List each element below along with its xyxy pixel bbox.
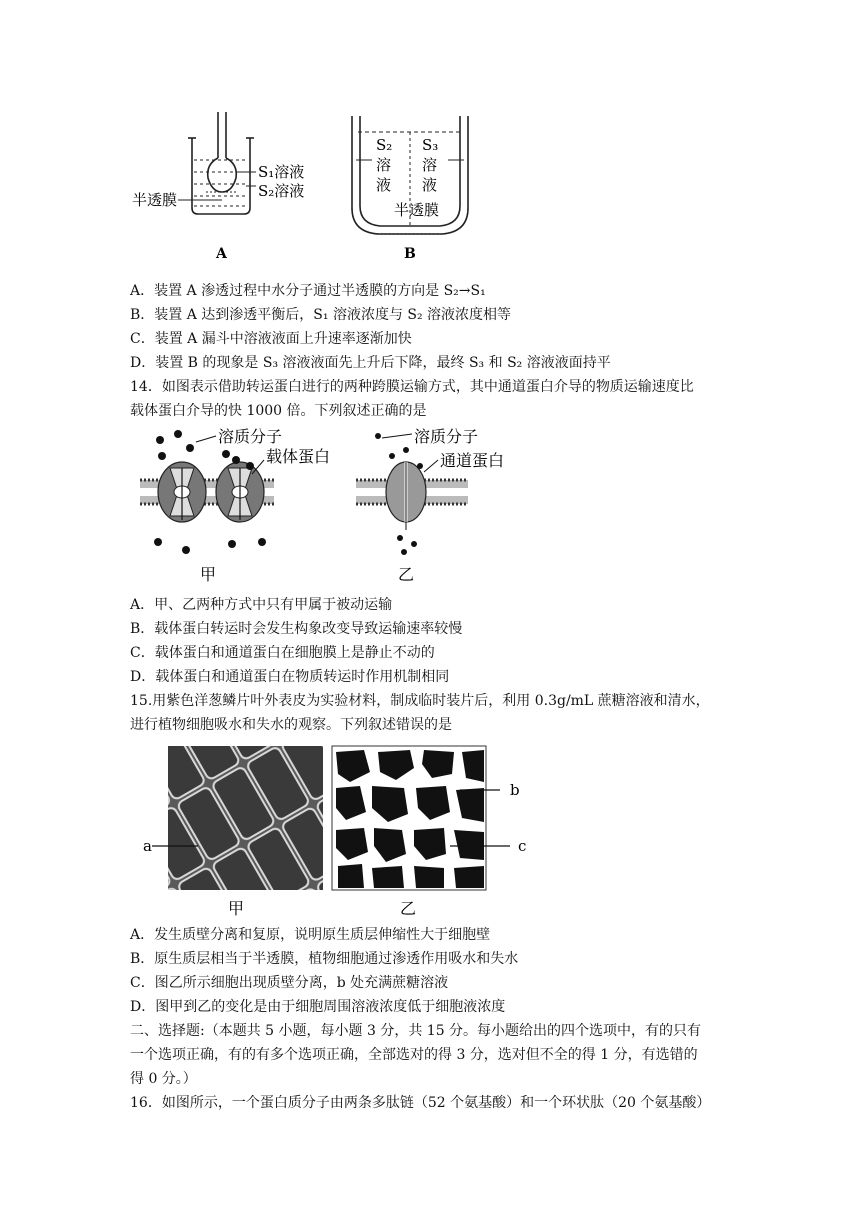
figure-transport-proteins [0, 420, 860, 590]
q14-stem-line2: 载体蛋白介导的快 1000 倍。下列叙述正确的是 [130, 403, 427, 419]
device-a-membrane-label: 半透膜 [132, 191, 178, 209]
device-a [178, 112, 256, 214]
micrograph-yi [332, 746, 486, 890]
q14-option-d: D．载体蛋白和通道蛋白在物质转运时作用机制相同 [130, 669, 450, 685]
q14-option-b: B．载体蛋白转运时会发生构象改变导致运输速率较慢 [130, 621, 463, 637]
yi-channel-label: 通道蛋白 [440, 451, 505, 470]
device-a-s1-label: S₁溶液 [258, 163, 305, 181]
jia-caption: 甲 [200, 565, 217, 584]
q13-option-c: C．装置 A 漏斗中溶液液面上升速率逐渐加快 [130, 331, 412, 347]
q13-option-d: D．装置 B 的现象是 S₃ 溶液液面先上升后下降，最终 S₃ 和 S₂ 溶液液面持平 [130, 355, 611, 371]
jia-caption-15: 甲 [228, 899, 245, 918]
device-a-s2-label: S₂溶液 [258, 182, 305, 200]
device-a-caption: A [216, 246, 227, 262]
yi-caption: 乙 [398, 565, 415, 584]
section2-line3: 得 0 分。） [130, 1071, 197, 1087]
device-b-s2-1: S₂ [376, 136, 393, 154]
label-c: c [518, 837, 527, 855]
device-b-caption: B [404, 246, 416, 262]
q15-option-a: A．发生质壁分离和复原，说明原生质层伸缩性大于细胞壁 [130, 927, 491, 943]
section2-line2: 一个选项正确，有的有多个选项正确，全部选对的得 3 分，选对但不全的得 1 分，有选错的 [130, 1047, 698, 1063]
q13-option-b: B．装置 A 达到渗透平衡后，S₁ 溶液浓度与 S₂ 溶液浓度相等 [130, 307, 512, 323]
q15-option-d: D．图甲到乙的变化是由于细胞周围溶液浓度低于细胞液浓度 [130, 999, 506, 1015]
q15-stem-line2: 进行植物细胞吸水和失水的观察。下列叙述错误的是 [130, 717, 452, 733]
q13-option-a: A．装置 A 渗透过程中水分子通过半透膜的方向是 S₂→S₁ [130, 283, 486, 299]
device-b-s3-3: 液 [422, 176, 438, 194]
jia-solute-label: 溶质分子 [218, 427, 283, 446]
figure-osmosis-devices [0, 0, 860, 270]
channel-protein [386, 462, 426, 530]
device-b-s3-2: 溶 [422, 156, 438, 174]
device-b-s2-3: 液 [376, 176, 392, 194]
yi-solute-label: 溶质分子 [414, 427, 479, 446]
jia-carrier-label: 载体蛋白 [266, 447, 331, 466]
device-b-membrane-label: 半透膜 [394, 201, 440, 219]
q15-option-b: B．原生质层相当于半透膜，植物细胞通过渗透作用吸水和失水 [130, 951, 519, 967]
device-b-s3-1: S₃ [422, 136, 439, 154]
q14-option-c: C．载体蛋白和通道蛋白在细胞膜上是静止不动的 [130, 645, 435, 661]
q14-stem-line1: 14．如图表示借助转运蛋白进行的两种跨膜运输方式，其中通道蛋白介导的物质运输速度比 [130, 379, 694, 395]
section2-line1: 二、选择题:（本题共 5 小题，每小题 3 分，共 15 分。每小题给出的四个选项中，有的只有 [130, 1023, 702, 1039]
label-a: a [143, 837, 152, 855]
micrograph-jia [168, 746, 323, 890]
q15-option-c: C．图乙所示细胞出现质壁分离，b 处充满蔗糖溶液 [130, 975, 449, 991]
figure-plasmolysis-micrographs [0, 742, 860, 922]
device-b-s2-2: 溶 [376, 156, 392, 174]
q14-option-a: A．甲、乙两种方式中只有甲属于被动运输 [130, 597, 393, 613]
q16-stem: 16．如图所示，一个蛋白质分子由两条多肽链（52 个氨基酸）和一个环状肽（20 个氨基酸） [130, 1095, 711, 1111]
label-b: b [510, 781, 520, 799]
yi-caption-15: 乙 [400, 899, 417, 918]
q15-stem-line1: 15.用紫色洋葱鳞片叶外表皮为实验材料，制成临时装片后，利用 0.3g/mL 蔗糖溶液和清水， [130, 693, 710, 709]
